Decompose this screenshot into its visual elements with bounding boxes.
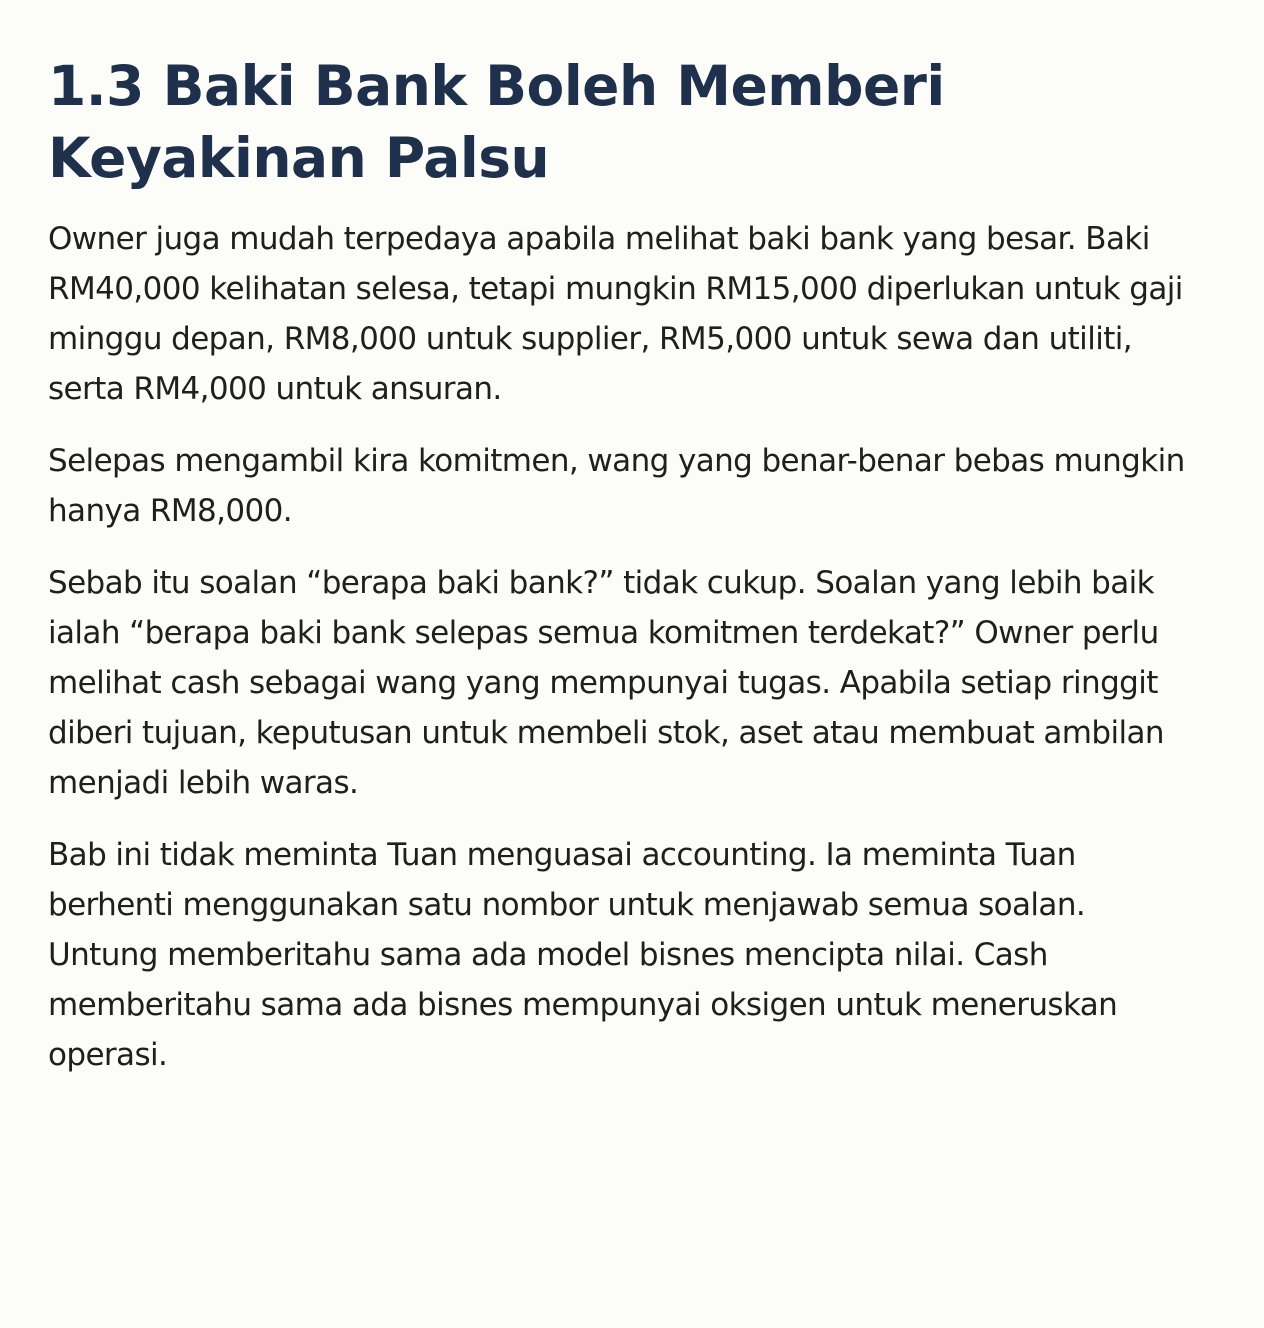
section-heading: 1.3 Baki Bank Boleh Memberi Keyakinan Palsu (48, 54, 945, 190)
paragraph-free-cash: Selepas mengambil kira komitmen, wang yang benar-benar bebas mungkin hanya RM8,000. (48, 443, 1185, 529)
paragraph-bank-balance: Owner juga mudah terpedaya apabila melihat baki bank yang besar. Baki RM40,000 kelihatan selesa, tetapi mungkin RM15,000 diperlukan untuk gaji minggu depan, RM8,000 untuk supplier, RM5,000 untuk sewa dan utiliti, serta RM4,000 untuk ansuran. (48, 221, 1183, 407)
document-page (48, 50, 1198, 1102)
paragraph-better-question: Sebab itu soalan “berapa baki bank?” tidak cukup. Soalan yang lebih baik ialah “berapa baki bank selepas semua komitmen terdekat?” Owner perlu melihat cash sebagai wang yang mempunyai tugas. Apabila setiap ringgit diberi tujuan, keputusan untuk membeli stok, aset atau membuat ambilan menjadi lebih waras. (48, 565, 1164, 801)
paragraph-chapter-summary: Bab ini tidak meminta Tuan menguasai accounting. Ia meminta Tuan berhenti menggunakan satu nombor untuk menjawab semua soalan. Untung memberitahu sama ada model bisnes mencipta nilai. Cash memberitahu sama ada bisnes mempunyai oksigen untuk meneruskan operasi. (48, 837, 1118, 1073)
